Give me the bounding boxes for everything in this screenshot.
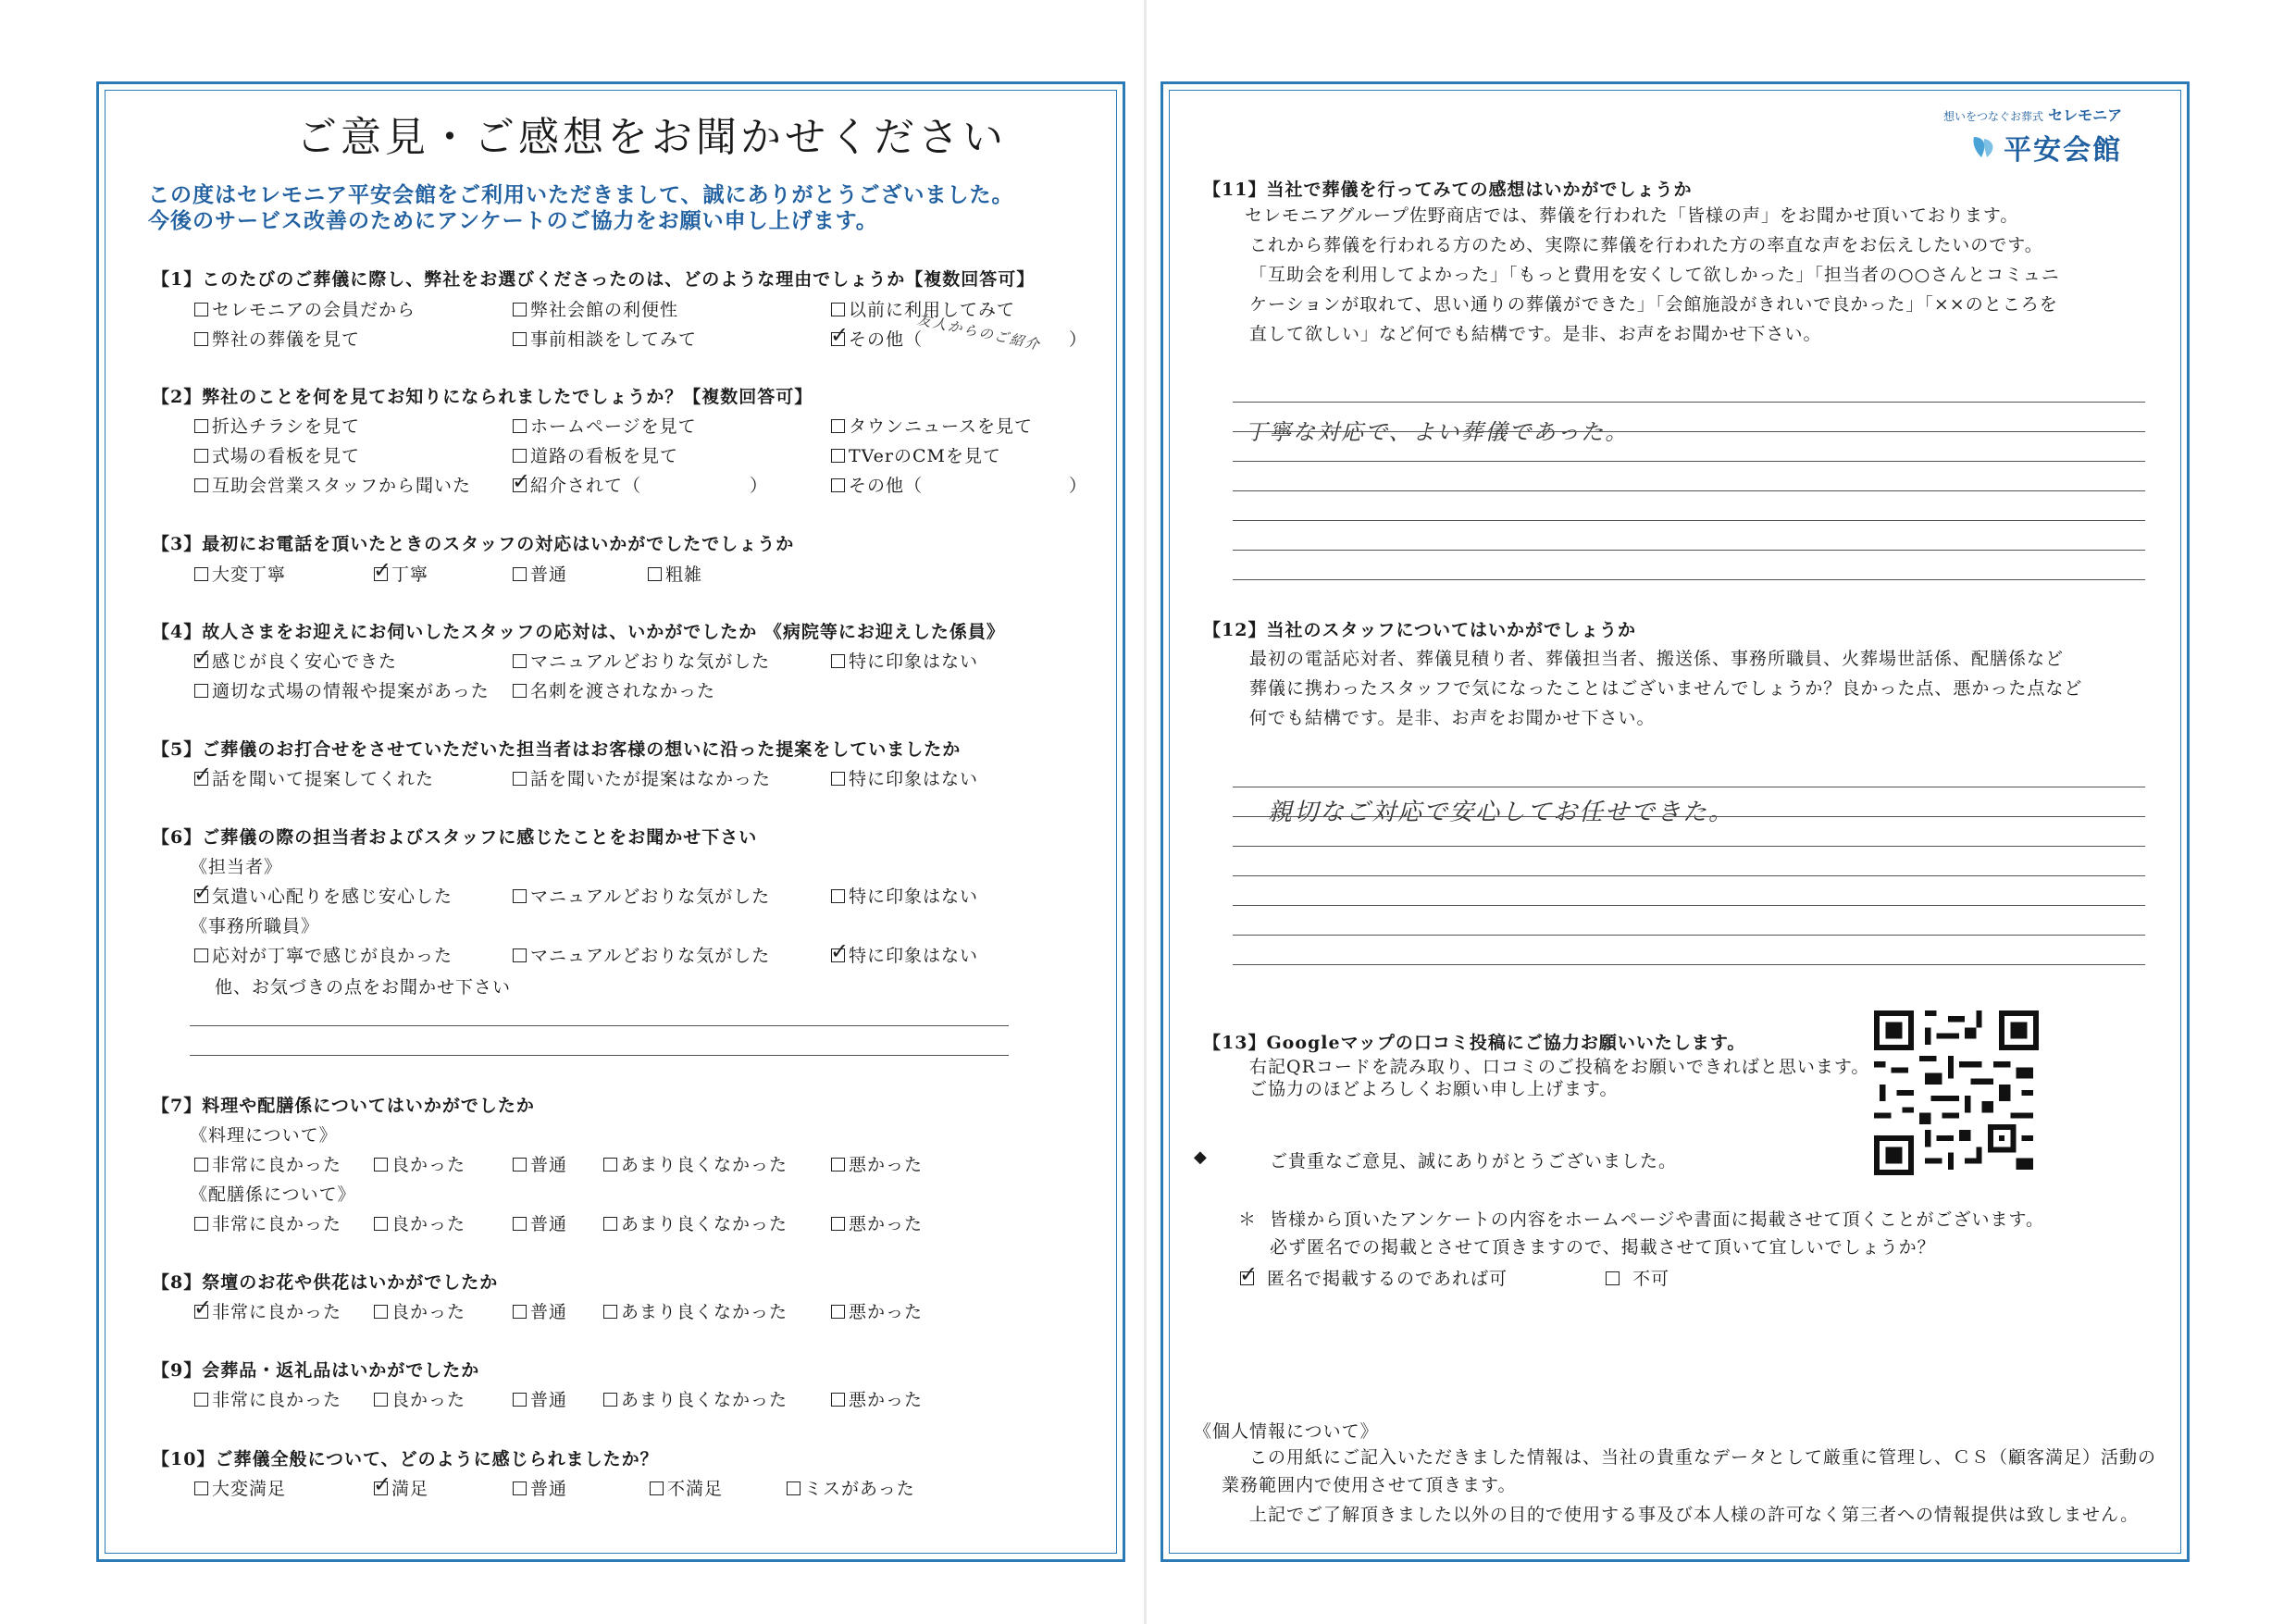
checkbox[interactable] (194, 1158, 208, 1172)
q8-option[interactable]: 良かった (374, 1298, 465, 1323)
answer-line (190, 1055, 1009, 1056)
answer-line (1233, 431, 2145, 432)
checkbox[interactable] (194, 1393, 208, 1407)
answer-line (1233, 550, 2145, 551)
checkbox-checked[interactable] (831, 332, 845, 346)
checkbox[interactable] (194, 567, 208, 581)
checkbox[interactable] (603, 1305, 617, 1319)
privacy-body-line: 業務範囲内で使用させて頂きます。 (1222, 1475, 1517, 1495)
publish-line-1: 皆様から頂いたアンケートの内容をホームページや書面に掲載させて頂くことがございます。 (1270, 1209, 2044, 1230)
intro-line-1: この度はセレモニア平安会館をご利用いただきまして、誠にありがとうございました。 (148, 182, 1014, 207)
company-logo (1943, 104, 2122, 167)
answer-line (1233, 402, 2145, 403)
q11-body-line: セレモニアグループ佐野商店では、葬儀を行われた「皆様の声」をお聞かせ頂いております。 (1245, 205, 2019, 226)
q1-option[interactable]: セレモニアの会員だから (194, 296, 416, 321)
q1-close-paren: ） (1069, 329, 1088, 350)
q5-option[interactable]: 話を聞いたが提案はなかった (513, 765, 771, 790)
q7-sub-food: 《料理について》 (190, 1125, 338, 1146)
q9-label: 【9】会葬品・返礼品はいかがでしたか (152, 1360, 480, 1381)
q8-option[interactable]: 悪かった (831, 1298, 923, 1323)
checkbox-checked[interactable] (194, 654, 208, 668)
logo-brand: セレモニア (2048, 106, 2123, 124)
q1-option[interactable]: 事前相談をしてみて (513, 326, 697, 351)
q10-option[interactable]: ミスがあった (787, 1475, 915, 1500)
q5-label: 【5】ご葬儀のお打合せをさせていただいた担当者はお客様の想いに沿った提案をしていましたか (152, 739, 962, 760)
q6-option[interactable]: ✓ 特に印象はない (831, 942, 978, 967)
q7-serving-option[interactable]: 悪かった (831, 1210, 923, 1235)
checkbox[interactable] (513, 654, 527, 668)
publish-consent-yes[interactable]: ✓匿名で掲載するのであれば可 (1240, 1265, 1508, 1290)
q9-option[interactable]: 普通 (513, 1386, 567, 1411)
q4-option[interactable]: 名刺を渡されなかった (513, 677, 715, 702)
q5-option[interactable]: 特に印象はない (831, 765, 978, 790)
q6-sub-staff: 《担当者》 (190, 857, 283, 877)
checkbox-checked[interactable] (513, 478, 527, 492)
q8-label: 【8】祭壇のお花や供花はいかがでしたか (152, 1272, 499, 1293)
checkbox-checked[interactable] (194, 889, 208, 903)
q9-option[interactable]: あまり良くなかった (603, 1386, 788, 1411)
privacy-body-line: 上記でご了解頂きました以外の目的で使用する事及び本人様の許可なく第三者への情報提供は致しません。 (1249, 1505, 2140, 1525)
checkbox[interactable] (831, 654, 845, 668)
checkbox[interactable] (831, 1305, 845, 1319)
publish-line-2: 必ず匿名での掲載とさせて頂きますので、掲載させて頂いて宜しいでしょうか？ (1270, 1237, 1936, 1258)
checkbox[interactable] (513, 948, 527, 962)
checkbox[interactable] (513, 332, 527, 346)
q8-option[interactable]: 普通 (513, 1298, 567, 1323)
q5-option[interactable]: ✓話を聞いて提案してくれた (194, 765, 434, 790)
checkbox[interactable] (194, 332, 208, 346)
q2-option[interactable]: タウンニュースを見て (831, 413, 1033, 438)
checkbox[interactable] (194, 478, 208, 492)
checkbox[interactable] (513, 449, 527, 463)
thanks-bullet: ◆ (1194, 1147, 1207, 1167)
answer-line (1233, 964, 2145, 965)
q2-option[interactable]: ホームページを見て (513, 413, 697, 438)
checkbox[interactable] (194, 948, 208, 962)
q6-option[interactable]: 応対が丁寧で感じが良かった (194, 942, 453, 967)
q4-option[interactable]: 特に印象はない (831, 648, 978, 673)
q2-option[interactable]: TVerのCMを見て (831, 442, 1001, 467)
checkbox[interactable] (603, 1217, 617, 1231)
q4-option[interactable]: ✓感じが良く安心できた (194, 648, 397, 673)
checkbox[interactable] (513, 303, 527, 316)
q1-label: 【1】このたびのご葬儀に際し、弊社をお選びくださったのは、どのような理由でしょうか【複数回答可】 (152, 269, 1036, 290)
q6-option[interactable]: マニュアルどおりな気がした (513, 883, 770, 908)
checkbox-checked[interactable] (831, 948, 845, 962)
q3-option[interactable]: 普通 (513, 561, 567, 586)
q10-option[interactable]: 不満足 (650, 1475, 723, 1500)
q7-food-option[interactable]: 悪かった (831, 1151, 923, 1176)
checkbox[interactable] (603, 1158, 617, 1172)
answer-line (1233, 875, 2145, 876)
checkbox[interactable] (513, 1158, 527, 1172)
q1-handwritten-other: 友人からのご紹介 (915, 311, 1043, 353)
q4-option[interactable]: マニュアルどおりな気がした (513, 648, 770, 673)
q7-serving-option[interactable]: 良かった (374, 1210, 465, 1235)
q8-option[interactable]: あまり良くなかった (603, 1298, 788, 1323)
checkbox[interactable] (787, 1481, 800, 1495)
q11-body-line: これから葬儀を行われる方のため、実際に葬儀を行われた方の率直な声をお伝えしたいのです。 (1249, 235, 2043, 255)
checkbox[interactable] (1606, 1271, 1620, 1285)
q10-option[interactable]: 普通 (513, 1475, 567, 1500)
q3-label: 【3】最初にお電話を頂いたときのスタッフの対応はいかがでしたでしょうか (152, 534, 795, 554)
answer-line (1233, 935, 2145, 936)
q13-label: 【13】Googleマップの口コミ投稿にご協力お願いいたします。 (1203, 1033, 1746, 1053)
q2-option-referral[interactable]: ✓ 紹介されて（ (513, 472, 641, 497)
answer-line (1233, 461, 2145, 462)
checkbox[interactable] (513, 1393, 527, 1407)
checkbox-checked[interactable] (374, 567, 388, 581)
q6-option[interactable]: 特に印象はない (831, 883, 978, 908)
checkbox[interactable] (831, 1158, 845, 1172)
q6-other-prompt: 他、お気づきの点をお聞かせ下さい (215, 977, 512, 998)
q6-label: 【6】ご葬儀の際の担当者およびスタッフに感じたことをお聞かせ下さい (152, 827, 758, 848)
q7-food-option[interactable]: 普通 (513, 1151, 567, 1176)
checkbox[interactable] (831, 449, 845, 463)
checkbox[interactable] (831, 1217, 845, 1231)
privacy-body-line: この用紙にご記入いただきました情報は、当社の貴重なデータとして厳重に管理し、ＣＳ（顧客満足）活動の (1249, 1447, 2157, 1468)
answer-line (1233, 490, 2145, 491)
checkbox[interactable] (513, 684, 527, 698)
page-fold (1144, 0, 1147, 1624)
q2-option[interactable]: その他（ (831, 472, 923, 497)
q7-serving-option[interactable]: 普通 (513, 1210, 567, 1235)
q9-option[interactable]: 悪かった (831, 1386, 923, 1411)
thanks-message: ご貴重なご意見、誠にありがとうございました。 (1270, 1151, 1678, 1172)
answer-line (190, 1025, 1009, 1026)
q10-option[interactable]: ✓ 満足 (374, 1475, 428, 1500)
checkbox[interactable] (374, 1305, 388, 1319)
checkbox[interactable] (603, 1393, 617, 1407)
checkbox[interactable] (513, 889, 527, 903)
q1-option[interactable]: 弊社の葬儀を見て (194, 326, 360, 351)
checkbox[interactable] (831, 1393, 845, 1407)
answer-line (1233, 816, 2145, 817)
checkbox[interactable] (650, 1481, 664, 1495)
q4-option[interactable]: 適切な式場の情報や提案があった (194, 677, 490, 702)
q6-sub-office: 《事務所職員》 (190, 916, 320, 936)
q7-label: 【7】料理や配膳係についてはいかがでしたか (152, 1096, 535, 1116)
checkbox[interactable] (513, 567, 527, 581)
checkbox[interactable] (194, 303, 208, 316)
q2-close-paren: ） (1069, 476, 1088, 496)
checkbox[interactable] (513, 1217, 527, 1231)
q7-serving-option[interactable]: 非常に良かった (194, 1210, 341, 1235)
q2-option[interactable]: 折込チラシを見て (194, 413, 360, 438)
q12-label: 【12】当社のスタッフについてはいかがでしょうか (1203, 620, 1637, 640)
q11-body-line: 直して欲しい」など何でも結構です。是非、お声をお聞かせ下さい。 (1249, 324, 1822, 344)
publish-consent-no[interactable]: 不可 (1606, 1265, 1669, 1290)
q10-label: 【10】ご葬儀全般について、どのように感じられましたか？ (152, 1449, 659, 1469)
q7-sub-serving: 《配膳係について》 (190, 1184, 356, 1205)
answer-line (1233, 905, 2145, 906)
q10-option[interactable]: 大変満足 (194, 1475, 286, 1500)
logo-main-name: 平安会館 (2004, 134, 2123, 167)
checkbox[interactable] (194, 1217, 208, 1231)
checkbox[interactable] (374, 1217, 388, 1231)
q2-close-paren: ） (750, 476, 769, 496)
q3-option[interactable]: 大変丁寧 (194, 561, 286, 586)
q11-label: 【11】当社で葬儀を行ってみての感想はいかがでしょうか (1203, 180, 1693, 200)
q2-option[interactable]: 式場の看板を見て (194, 442, 360, 467)
publish-mark: ＊ (1238, 1209, 1258, 1230)
answer-line (1233, 846, 2145, 847)
q7-food-option[interactable]: 良かった (374, 1151, 465, 1176)
checkbox[interactable] (831, 772, 845, 786)
q11-body-line: 「互助会を利用してよかった」「もっと費用を安くして欲しかった」「担当者の○○さんとコミュニ (1249, 265, 2060, 285)
q11-handwritten-answer: 丁寧な対応で、よい葬儀であった。 (1245, 419, 1630, 445)
q1-option[interactable]: 以前に利用してみて (831, 296, 1015, 321)
q12-body-line: 葬儀に携わったスタッフで気になったことはございませんでしょうか？良かった点、悪かった点など (1249, 678, 2083, 699)
logo-tagline: 想いをつなぐお葬式 (1943, 110, 2044, 123)
q6-option[interactable]: マニュアルどおりな気がした (513, 942, 770, 967)
q3-option[interactable]: ✓ 丁寧 (374, 561, 428, 586)
checkbox[interactable] (194, 684, 208, 698)
q8-option[interactable]: ✓非常に良かった (194, 1298, 341, 1323)
checkbox-checked[interactable] (374, 1481, 388, 1495)
q1-option[interactable]: 弊社会館の利便性 (513, 296, 678, 321)
checkbox-checked[interactable] (194, 1305, 208, 1319)
checkbox-checked[interactable] (1240, 1271, 1254, 1285)
q2-option[interactable]: 道路の看板を見て (513, 442, 678, 467)
checkbox[interactable] (194, 419, 208, 433)
q13-body-line: 右記QRコードを読み取り、口コミのご投稿をお願いできればと思います。 (1249, 1057, 1870, 1077)
checkbox[interactable] (374, 1393, 388, 1407)
checkbox[interactable] (513, 772, 527, 786)
q9-option[interactable]: 非常に良かった (194, 1386, 341, 1411)
qr-code-icon[interactable] (1874, 1010, 2039, 1175)
checkbox[interactable] (513, 419, 527, 433)
privacy-heading: 《個人情報について》 (1194, 1421, 1379, 1442)
intro-line-2: 今後のサービス改善のためにアンケートのご協力をお願い申し上げます。 (148, 208, 878, 233)
answer-line (1233, 520, 2145, 521)
q1-option-other[interactable]: ✓ その他（ (831, 326, 923, 351)
q7-serving-option[interactable]: あまり良くなかった (603, 1210, 788, 1235)
q7-food-option[interactable]: あまり良くなかった (603, 1151, 788, 1176)
checkbox[interactable] (831, 889, 845, 903)
checkbox[interactable] (831, 419, 845, 433)
checkbox[interactable] (648, 567, 662, 581)
checkbox[interactable] (194, 1481, 208, 1495)
q12-handwritten-answer: 親切なご対応で安心してお任せできた。 (1268, 799, 1735, 826)
q11-body-line: ケーションが取れて、思い通りの葬儀ができた」「会館施設がきれいで良かった」「××のところを (1249, 294, 2058, 315)
q2-option[interactable]: 互助会営業スタッフから聞いた (194, 472, 471, 497)
checkbox[interactable] (513, 1305, 527, 1319)
checkbox[interactable] (194, 449, 208, 463)
q13-body-line: ご協力のほどよろしくお願い申し上げます。 (1249, 1079, 1619, 1099)
q12-body-line: 最初の電話応対者、葬儀見積り者、葬儀担当者、搬送係、事務所職員、火葬場世話係、配膳係など (1249, 649, 2065, 669)
checkbox[interactable] (513, 1481, 527, 1495)
q3-option[interactable]: 粗雑 (648, 561, 702, 586)
q9-option[interactable]: 良かった (374, 1386, 465, 1411)
q12-body-line: 何でも結構です。是非、お声をお聞かせ下さい。 (1249, 708, 1656, 728)
checkbox[interactable] (374, 1158, 388, 1172)
q7-food-option[interactable]: 非常に良かった (194, 1151, 341, 1176)
q6-option[interactable]: ✓気遣い心配りを感じ安心した (194, 883, 453, 908)
logo-mark-icon (1970, 133, 1998, 161)
checkbox[interactable] (831, 478, 845, 492)
q4-label: 【4】故人さまをお迎えにお伺いしたスタッフの応対は、いかがでしたか 《病院等にお迎えした係員》 (152, 622, 1005, 642)
q2-label: 【2】弊社のことを何を見てお知りになられましたでしょうか？【複数回答可】 (152, 387, 813, 407)
answer-line (1233, 579, 2145, 580)
page-title: ご意見・ご感想をお聞かせください (296, 114, 1007, 161)
checkbox-checked[interactable] (194, 772, 208, 786)
checkbox[interactable] (831, 303, 845, 316)
